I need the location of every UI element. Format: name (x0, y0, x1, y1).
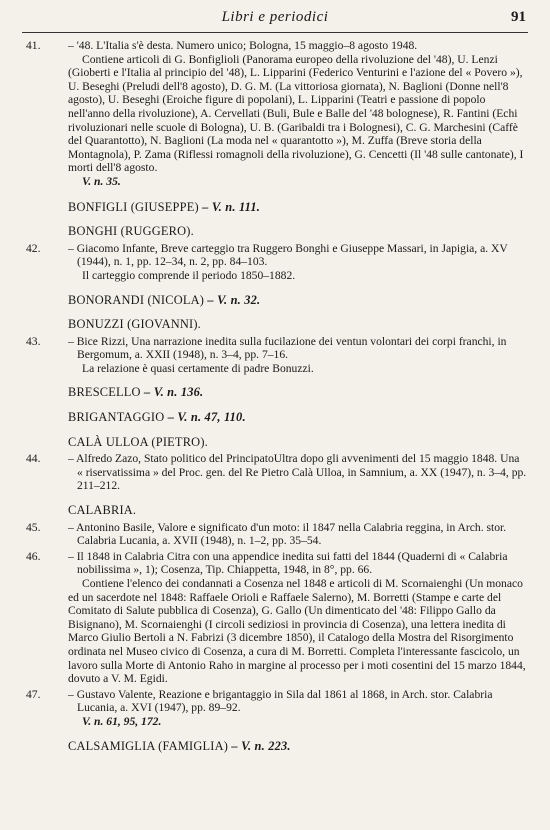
entry-number: 44. (26, 452, 41, 466)
heading-name: BONFIGLI (GIUSEPPE) (68, 199, 199, 214)
entry-citation: – '48. L'Italia s'è desta. Numero unico; Bologna, 15 maggio–8 agosto 1948. (68, 39, 418, 52)
cross-reference: – V. n. 32. (207, 292, 261, 307)
entry-42 (22, 242, 528, 283)
entry-41 (22, 39, 528, 189)
entry-citation: – Giacomo Infante, Breve carteggio tra Ruggero Bonghi e Giuseppe Massari, in Japigia, a. XV (1944), n. 1, pp. 12–34, n. 2, pp. 84–103. (68, 241, 508, 269)
page-number: 91 (511, 9, 526, 25)
running-head (22, 4, 528, 33)
entry-number: 43. (26, 334, 41, 348)
entry-number: 42. (26, 241, 41, 255)
entry-47 (22, 688, 528, 729)
subject-heading-calabria (22, 504, 528, 518)
subject-heading-calsamiglia (22, 740, 528, 754)
entry-44 (22, 452, 528, 493)
subject-heading-cala-ulloa (22, 436, 528, 450)
entry-45 (22, 521, 528, 548)
cross-reference: – V. n. 223. (231, 738, 291, 753)
heading-name: BRESCELLO (68, 385, 141, 400)
entry-note: Il carteggio comprende il periodo 1850–1882. (82, 268, 296, 282)
entry-46 (22, 550, 528, 686)
subject-heading-bonorandi (22, 294, 528, 308)
entry-citation: – Antonino Basile, Valore e significato d'un moto: il 1847 nella Calabria reggina, in Arch. stor. Calabria Lucania, a. XVII (1948), n. 1–2, pp. 35–54. (68, 520, 507, 548)
heading-name: CALÀ ULLOA (PIETRO). (68, 434, 208, 449)
heading-name: BRIGANTAGGIO (68, 410, 165, 425)
entry-43 (22, 335, 528, 376)
running-title: Libri e periodici (221, 9, 329, 25)
entry-number: 47. (26, 687, 41, 701)
cross-reference: – V. n. 47, 110. (167, 410, 246, 425)
entry-citation: – Bice Rizzi, Una narrazione inedita sulla fucilazione dei ventun volontari dei corpi franchi, in Bergomum, a. XXII (1948), n. 3–4, pp. 7–16. (68, 334, 507, 362)
subject-heading-bonghi (22, 225, 528, 239)
heading-name: BONGHI (RUGGERO). (68, 224, 194, 239)
heading-name: CALSAMIGLIA (FAMIGLIA) (68, 738, 229, 753)
entry-citation: – Il 1848 in Calabria Citra con una appendice inedita sui fatti del 1844 (Quaderni di « Calabria nobilissima », 1); Cosenza, Tip. Chiappetta, 1948, in 8°, pp. 66. (68, 549, 508, 577)
page (0, 4, 550, 830)
cross-reference: V. n. 35. (82, 174, 121, 188)
heading-name: BONUZZI (GIOVANNI). (68, 317, 201, 332)
entry-citation: – Gustavo Valente, Reazione e brigantaggio in Sila dal 1861 al 1868, in Arch. stor. Calabria Lucania, a. XVI (1947), pp. 89–92. (68, 687, 493, 715)
subject-heading-bonuzzi (22, 318, 528, 332)
subject-heading-brigantaggio (22, 411, 528, 425)
entry-note: Contiene l'elenco dei condannati a Cosenza nel 1848 e articoli di M. Scornaienghi (Un monaco ed un sacerdote nel 1848: Raffaele Orioli e Raffaele Salerno), M. Borretti (Stampe e carte del Comitato di Salute pubblica di Cosenza), G. Gallo (Un dimenticato del '48: Filippo Gallo da Bisignano), M. Scornaienghi (I circoli sediziosi in provincia di Cosenza), una lettera inedita di Marco Giulio Bertoli a N. Fabrizi (3 dicembre 1850), il Catalogo della Mostra del Risorgimento ordinata nel Museo civico di Cosenza, a cura di M. Borretti. Completa l'interessante fascicolo, un lavoro sulla Morte di Antonio Raho in margine al processo per i moti cosentini del 15 marzo 1844, dovuto a V. M. Egidi. (68, 577, 526, 686)
heading-name: CALABRIA. (68, 503, 137, 518)
entry-note: La relazione è quasi certamente di padre Bonuzzi. (82, 361, 314, 375)
cross-reference: – V. n. 111. (202, 199, 261, 214)
heading-name: BONORANDI (NICOLA) (68, 292, 205, 307)
cross-reference: – V. n. 136. (144, 385, 204, 400)
subject-heading-brescello (22, 386, 528, 400)
bibliography-list (22, 39, 528, 753)
entry-note: Contiene articoli di G. Bonfiglioli (Panorama europeo della rivoluzione del '48), U. Lenzi (Gioberti e l'Italia al principio del '48), L. Lipparini (Federico Venturini e l'azione del « Povero »), U. Beseghi (Preludi dell'8 agosto), D. G. M. (La vittoriosa giornata), N. Baglioni (Donne nell'8 agosto), U. Beseghi (Eroiche figure di popolani), L. Lipparini (Teatri e passione di popolo nell'anno della rivoluzione), A. Cervellati (Buli, Bule e Balle del '48 bolognese), R. Fantini (Echi rivoluzionari nelle scuole di Bologna), U. B. (Garibaldi tra i Bolognesi), C. G. Marchesini (Caffè del Quarantotto), N. Baglioni (La moda nel « quarantotto »), M. Zuffa (Breve storia della Montagnola), P. Zama (Riflessi romagnoli della rivoluzione), G. Cencetti (Il '48 sulle cantonate), I morti dell'8 agosto. (68, 52, 524, 175)
subject-heading-bonfigli (22, 201, 528, 215)
entry-number: 46. (26, 549, 41, 563)
cross-reference: V. n. 61, 95, 172. (82, 714, 162, 728)
entry-number: 45. (26, 520, 41, 534)
entry-number: 41. (26, 39, 41, 52)
entry-citation: – Alfredo Zazo, Stato politico del PrincipatoUltra dopo gli avvenimenti del 15 maggio 1848. Una « riservatissima » del Proc. gen. del Re Pietro Calà Ulloa, in Samnium, a. XX (1947), n. 3–4, pp. 211–212. (68, 452, 527, 493)
